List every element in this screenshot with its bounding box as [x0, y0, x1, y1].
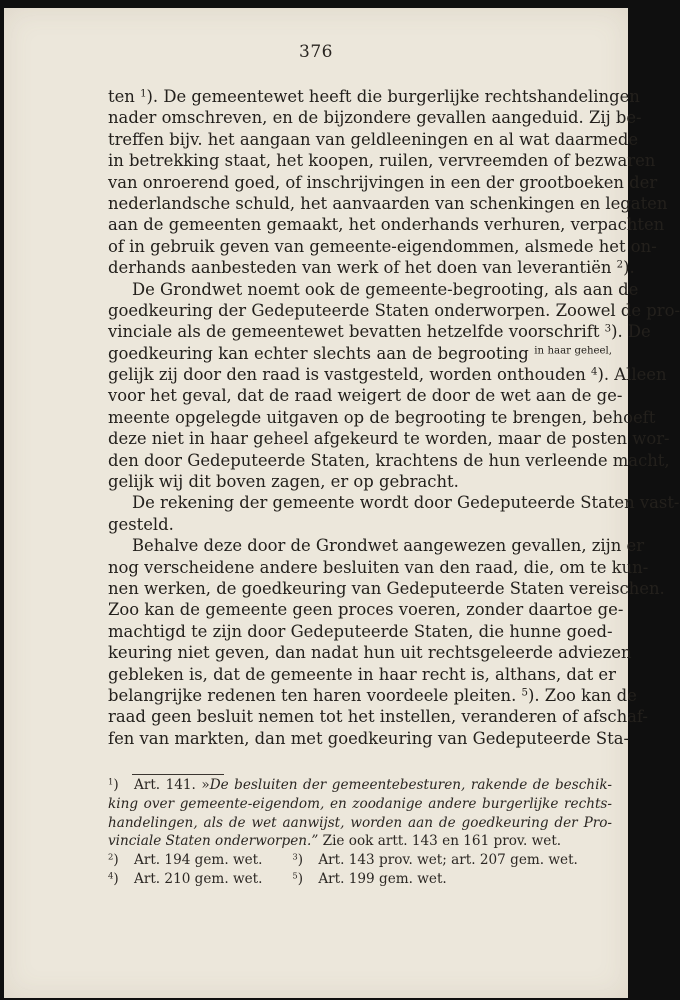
footnote-ref: 1 — [140, 88, 147, 100]
text-line — [108, 86, 640, 107]
text-run: raad geen besluit nemen tot het instellen, veranderen of afschaf- — [108, 707, 648, 727]
text-run: Zie ook artt. 143 en 161 prov. wet. — [318, 833, 562, 850]
footnotes — [108, 776, 612, 889]
footnote-3: $^3$) Art. 143 prov. wet; art. 207 gem. wet. — [292, 851, 578, 869]
paragraph-3 — [108, 492, 680, 535]
text-run: Behalve deze door de Grondwet aangewezen gevallen, zijn er — [132, 536, 645, 556]
text-line — [108, 193, 668, 214]
text-line — [108, 706, 648, 727]
text-run: treffen bijv. het aangaan van geldleeningen en al wat daarmede — [108, 129, 639, 149]
text-run: gelijk zij door den raad is vastgesteld, worden onthouden — [108, 365, 591, 385]
book-page — [4, 8, 680, 998]
footnote-line — [108, 776, 612, 795]
text-run: belangrijke redenen ten haren voordeele pleiten. — [108, 685, 522, 705]
footnote-mark: $^1$) — [108, 776, 119, 793]
text-run: vinciale als de gemeentewet bevatten hetzelfde voorschrift — [108, 322, 605, 342]
text-run: den door Gedeputeerde Staten, krachtens de hun verleende macht, — [108, 450, 670, 470]
footnote-line — [108, 832, 612, 851]
text-line — [108, 407, 656, 428]
text-line — [108, 236, 657, 257]
text-line — [108, 385, 623, 406]
text-run: van onroerend goed, of inschrijvingen in een der grootboeken der — [108, 172, 658, 192]
text-line — [108, 728, 630, 749]
text-run: De Grondwet noemt ook de gemeente-begrooting, als aan de — [132, 279, 639, 299]
page-number: 376 — [299, 42, 333, 62]
text-line — [108, 664, 616, 685]
text-line — [108, 129, 639, 150]
footnote-ref: 5 — [521, 687, 528, 699]
footnote-ref: 4 — [590, 366, 598, 378]
text-run: nederlandsche schuld, het aanvaarden van schenkingen en legaten — [108, 193, 668, 213]
text-line — [108, 471, 612, 492]
text-run: De rekening der gemeente wordt door Gedeputeerde Staten vast- — [132, 493, 680, 513]
text-run: ). Alleen — [597, 365, 667, 385]
text-run: voor het geval, dat de raad weigert de door de wet aan de ge- — [108, 386, 623, 406]
text-run: gelijk wij dit boven zagen, er op gebracht. — [108, 472, 459, 492]
text-run: goedkeuring der Gedeputeerde Staten onderworpen. Zoowel de pro- — [108, 300, 680, 320]
paragraph-2 — [108, 279, 680, 493]
text-line — [108, 514, 612, 535]
text-run: gesteld. — [108, 514, 174, 534]
text-run: derhands aanbesteden van werk of het doen van leverantiën — [108, 258, 617, 278]
italic-text: handelingen, als de wet aanwijst, worden aan de goedkeuring der Pro- — [108, 814, 612, 831]
text-run: Zoo kan de gemeente geen proces voeren, zonder daartoe ge- — [108, 600, 624, 620]
paragraph-4 — [108, 535, 665, 749]
text-run: ). De — [611, 322, 651, 342]
text-run: gebleken is, dat de gemeente in haar recht is, althans, dat er — [108, 664, 616, 684]
paragraph-1 — [108, 86, 668, 279]
text-run: keuring niet geven, dan nadat hun uit rechtsgeleerde adviezen — [108, 643, 632, 663]
text-run: aan de gemeenten gemaakt, het onderhands verhuren, verpachten — [108, 215, 665, 235]
text-run: goedkeuring kan echter slechts aan de begrooting — [108, 343, 535, 363]
text-line — [108, 150, 656, 171]
text-line — [108, 279, 639, 300]
footnote-1 — [108, 776, 612, 851]
footnote-row-4-5 — [108, 870, 612, 889]
text-line — [108, 535, 645, 556]
footnote-divider — [132, 774, 224, 775]
text-run: ). Zoo kan de — [527, 685, 637, 705]
text-line — [108, 685, 637, 706]
text-run: nader omschreven, en de bijzondere gevallen aangeduid. Zij be- — [108, 108, 642, 128]
text-line — [108, 492, 680, 513]
footnote-4: $^4$) Art. 210 gem. wet. — [108, 870, 263, 887]
footnote-5: $^5$) Art. 199 gem. wet. — [292, 870, 447, 887]
text-line — [108, 642, 632, 663]
text-line — [108, 343, 612, 364]
text-run: machtigd te zijn door Gedeputeerde Staten, die hunne goed- — [108, 621, 613, 641]
text-run: ). — [623, 258, 635, 278]
text-line — [108, 428, 670, 449]
text-line — [108, 107, 642, 128]
text-run: fen van markten, dan met goedkeuring van Gedeputeerde Sta- — [108, 728, 630, 748]
text-run: ten — [108, 87, 141, 106]
text-line — [108, 172, 658, 193]
text-run: of in gebruik geven van gemeente-eigendommen, alsmede het on- — [108, 236, 657, 256]
text-run: deze niet in haar geheel afgekeurd te worden, maar de posten wor- — [108, 429, 670, 449]
text-line — [108, 578, 665, 599]
text-line — [108, 257, 635, 278]
footnote-line — [108, 795, 612, 814]
footnote-2: $^2$) Art. 194 gem. wet. — [108, 851, 263, 869]
text-run: in betrekking staat, het koopen, ruilen, vervreemden of bezwaren — [108, 151, 656, 171]
footnote-row-2-3 — [108, 851, 612, 870]
body-text — [108, 86, 680, 749]
text-line — [108, 450, 670, 471]
text-line — [108, 599, 624, 620]
italic-text: king over gemeente-eigendom, en zoodanige andere burgerlijke rechts- — [108, 795, 612, 812]
text-run: ). De gemeentewet heeft die burgerlijke rechtshandelingen — [146, 87, 640, 106]
text-run: Art. 141. » — [134, 777, 210, 793]
text-line — [108, 557, 649, 578]
footnote-ref: 2 — [616, 259, 624, 271]
text-run: nog verscheidene andere besluiten van den raad, die, om te kun- — [108, 557, 649, 577]
footnote-ref: 3 — [604, 323, 612, 335]
footnote-line — [108, 814, 612, 833]
footnote-ref: in haar geheel, — [534, 345, 613, 357]
text-line — [108, 621, 612, 642]
italic-text: De besluiten der gemeentebesturen, rakende de beschik- — [209, 777, 613, 793]
text-run: nen werken, de goedkeuring van Gedeputeerde Staten vereischen. — [108, 578, 665, 598]
text-line — [108, 300, 680, 321]
text-line — [108, 321, 651, 342]
text-run: meente opgelegde uitgaven op de begrooting te brengen, behoeft — [108, 407, 656, 427]
italic-text: vinciale Staten onderworpen.” — [108, 833, 319, 850]
text-line — [108, 364, 667, 385]
text-line — [108, 214, 665, 235]
